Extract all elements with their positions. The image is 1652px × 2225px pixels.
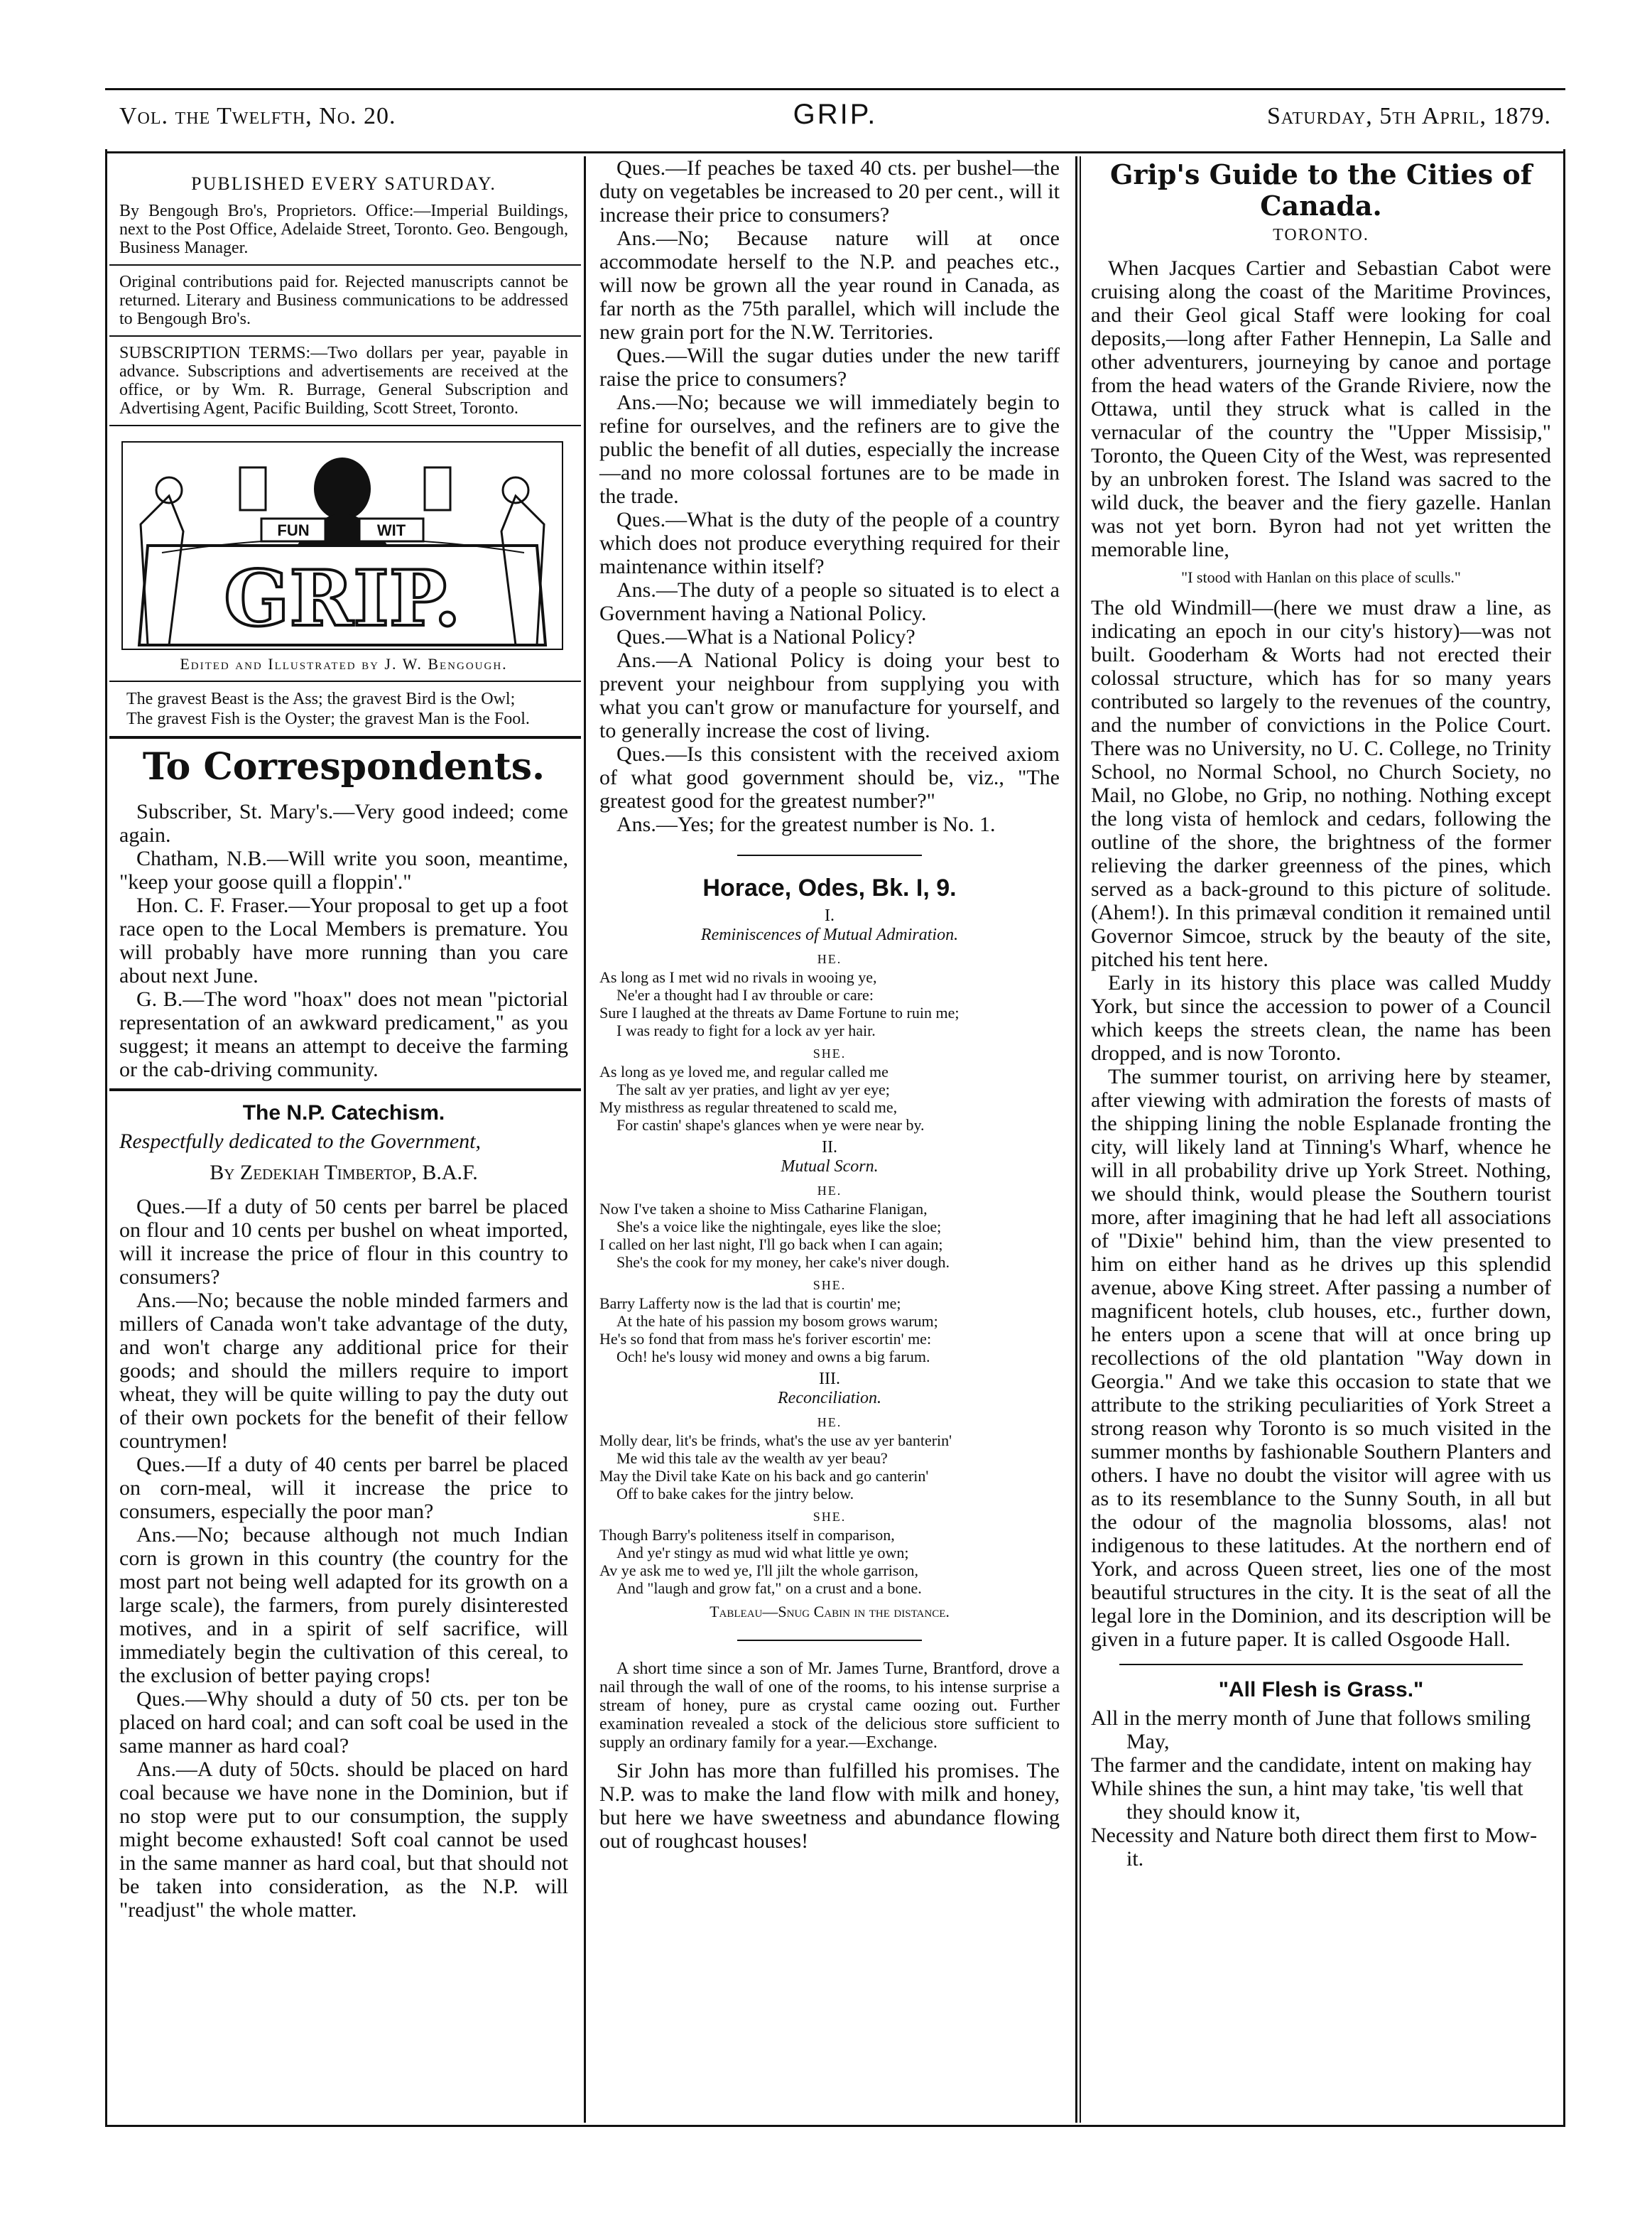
verse-line: She's a voice like the nightingale, eyes like the sloe; (616, 1218, 942, 1235)
correspondents-heading: To Correspondents. (142, 745, 545, 789)
verse-line: May the Divil take Kate on his back and go canterin' (599, 1467, 929, 1485)
newspaper-page (105, 88, 1565, 2127)
verse-line: My misthress as regular threatened to scald me, (599, 1098, 898, 1116)
catechism-question: Ques.—If a duty of 40 cents per barrel be placed on corn-meal, will it increase the price to consumers, especially the poor man? (119, 1453, 568, 1523)
catechism-text (119, 1195, 568, 1922)
verse-line: Ne'er a thought had I av throuble or care: (616, 986, 874, 1004)
correspondent-item: G. B.—The word "hoax" does not mean "pictorial representation of an awkward predicament," as you suggest; it means an attempt to deceive the farming or the cab-driving community. (119, 987, 568, 1081)
grip-logo-illustration (119, 439, 565, 652)
catechism-question: Ques.—What is the duty of the people of a country which does not produce everything required for their maintenance within itself? (599, 508, 1060, 578)
column-3 (1080, 156, 1561, 2127)
verse-line: Av ye ask me to wed ye, I'll jilt the whole garrison, (599, 1561, 918, 1579)
speaker-label: HE. (817, 1184, 842, 1198)
poem-stanza (599, 1063, 1060, 1134)
verse-line: I was ready to fight for a lock av yer hair. (616, 1022, 876, 1039)
section-rule (737, 1640, 922, 1641)
volume-number: Vol. the Twelfth, No. 20. (119, 103, 396, 129)
motto-line-2: The gravest Fish is the Oyster; the gravest Man is the Fool. (126, 710, 530, 728)
verse-line: Necessity and Nature both direct them first to Mow-it. (1091, 1824, 1538, 1871)
verse-line: Och! he's lousy wid money and owns a big farum. (616, 1348, 930, 1365)
verse-line: He's so fond that from mass he's foriver escortin' me: (599, 1330, 932, 1348)
divider (109, 335, 581, 337)
guide-paragraph: The summer tourist, on arriving here by steamer, after viewing with admiration the forests of masts of the shipping lining the noble Esplanade fronting the city, will likely land at Tinning's Wharf, whence he will in all probability drive up York Street. Nothing, we should think, would please the Southern tourist more, after imagining that he had left all associations of "Dixie" behind him, than the view presented to him on either hand as he drives up this splendid avenue, above King street. After passing a number of magnificent hotels, club houses, etc., further down, he enters upon a scene that will at once bring up recollections of the old plantation "Way down in Georgia." And we take this occasion to state that we attribute to the striking peculiarities of York Street a strong reason why Toronto is so much visited in the summer months by fashionable Southern Planters and others. I have no doubt the visitor will agree with us as to its resemblance to the Sunny South, in all but the odour of the magnolia blossoms, alas! not indigenous to these latitudes. At the northern end of York, and across Queen street, lies one of the most beautiful structures in the city. It is the seat of all the legal lore in the Dominion, and its description will be given in a future paper. It is called Osgoode Hall. (1091, 1065, 1551, 1651)
verse-line: At the hate of his passion my bosom grows warum; (616, 1312, 938, 1330)
flesh-verse (1091, 1706, 1551, 1871)
verse-line: I called on her last night, I'll go back when I can again; (599, 1235, 943, 1253)
speaker-label: HE. (817, 1415, 842, 1429)
catechism-question: Ques.—Why should a duty of 50 cts. per ton be placed on hard coal; and can soft coal be used in the same manner as hard coal? (119, 1687, 568, 1758)
speaker-label: SHE. (813, 1510, 847, 1524)
divider (109, 681, 581, 682)
catechism-answer: Ans.—A National Policy is doing your best to prevent your neighbour from supplying you with what you can't grow or manufacture for yourself, and to generally increase the cost of living. (599, 649, 1060, 742)
guide-paragraph: When Jacques Cartier and Sebastian Cabot were cruising along the coast of the Maritime Provinces, and their Geol gical Staff were looking for coal deposits,—long after Father Hennepin, La Salle and other adventurers, journeying by canoe and portage from the head waters of the Grande Riviere, now the Ottawa, until they struck what is called in the vernacular of the country the "Upper Missisip," Toronto, the Queen City of the West, was represented by an unbroken forest. The Island was sacred to the wild duck, the beaver and the fiery gazelle. Hanlan was not yet born. Byron had not yet written the memorable line, (1091, 256, 1551, 561)
catechism-answer: Ans.—The duty of a people so situated is to elect a Government having a National Policy. (599, 578, 1060, 625)
guide-paragraph: Early in its history this place was called Muddy York, but since the accession to power of a Council which keeps the streets clean, the name has been dropped, and is now Toronto. (1091, 971, 1551, 1065)
verse-line: Sure I laughed at the threats av Dame Fortune to ruin me; (599, 1004, 960, 1022)
verse-line: The salt av yer praties, and light av yer eye; (616, 1081, 890, 1098)
poem-stanza (599, 1200, 1060, 1271)
speaker-label: SHE. (813, 1046, 847, 1061)
verse-line: And "laugh and grow fat," on a crust and a bone. (616, 1579, 922, 1597)
catechism-answer: Ans.—Yes; for the greatest number is No. 1. (616, 813, 996, 836)
verse-line: While shines the sun, a hint may take, 'tis well that they should know it, (1091, 1777, 1523, 1824)
motto-line-1: The gravest Beast is the Ass; the gravest Bird is the Owl; (126, 690, 516, 708)
verse-line: Barry Lafferty now is the lad that is courtin' me; (599, 1294, 901, 1312)
catechism-answer: Ans.—No; because although not much Indian corn is grown in this country (the country for the most part not being well adapted for its growth on a large scale), the farmers, from purely disinterested motives, and in a spirit of self sacrifice, will immediately begin the cultivation of this cereal, to the exclusion of better paying crops! (119, 1523, 568, 1687)
guide-heading: Grip's Guide to the Cities of Canada. (1109, 158, 1533, 222)
correspondent-item: Chatham, N.B.—Will write you soon, meantime, "keep your goose quill a floppin'." (119, 847, 568, 894)
catechism-question: Ques.—Is this consistent with the received axiom of what good government should be, viz., "The greatest good for the greatest number?" (599, 742, 1060, 813)
verse-line: She's the cook for my money, her cake's niver dough. (616, 1253, 950, 1271)
verse-line: The farmer and the candidate, intent on making hay (1091, 1753, 1532, 1777)
section-rule (737, 855, 922, 856)
correspondents-list (119, 800, 568, 1081)
published-notice: PUBLISHED EVERY SATURDAY. (191, 173, 496, 194)
proprietors-notice: By Bengough Bro's, Proprietors. Office:—Imperial Buildings, next to the Post Office, Adelaide Street, Toronto. Geo. Bengough, Business Manager. (119, 202, 568, 257)
sir-john-text: Sir John has more than fulfilled his promises. The N.P. was to make the land flow with milk and honey, but here we have sweetness and abundance flowing out of roughcast houses! (599, 1759, 1060, 1853)
poem-part-subtitle: Mutual Scorn. (781, 1157, 879, 1176)
catechism-heading: The N.P. Catechism. (242, 1101, 445, 1125)
guide-paragraph: The old Windmill—(here we must draw a line, as indicating an epoch in our city's history)—was not built. Gooderham & Worts had not erected their colossal structure, which has for so many years contributed so largely to the revenues of the country, and the number of convictions in the Police Court. There was no University, no U. C. College, no Trinity School, no Normal School, no Church Society, no Mail, no Globe, no Grip, no nothing. Nothing except the long vista of hemlock and cedars, following the outline of the shore, the brightness of the former relieving the darker greenness of the pines, which served as a back-ground to this picture of solitude. (Ahem!). In this primæval condition it remained until Governor Simcoe, struck by the beauty of the site, pitched his tent here. (1091, 596, 1551, 971)
poem-stanza (599, 1526, 1060, 1597)
contributions-notice: Original contributions paid for. Rejected manuscripts cannot be returned. Literary and Business communications to be addressed to Bengough Bro's. (119, 273, 568, 328)
poem-stanza (599, 1294, 1060, 1365)
catechism-question: Ques.—If peaches be taxed 40 cts. per bushel—the duty on vegetables be increased to 20 per cent., will it increase their price to consumers? (599, 156, 1060, 227)
logo-banner-left: FUN (277, 521, 310, 539)
verse-line: And ye'r stingy as mud wid what little ye own; (616, 1544, 909, 1561)
catechism-answer: Ans.—No; because the noble minded farmers and millers of Canada won't take advantage of the duty, and won't charge any additional price for their goods; and should the millers require to import wheat, they will be quite willing to pay the duty out of their own pockets for the benefit of their fellow countrymen! (119, 1289, 568, 1453)
poem-part-number: II. (822, 1138, 837, 1157)
column-2 (588, 156, 1071, 2127)
column-1 (109, 156, 581, 2127)
logo-banner-right: WIT (376, 521, 406, 539)
verse-line: All in the merry month of June that follows smiling May, (1091, 1706, 1531, 1753)
guide-article (1091, 256, 1551, 1651)
edited-by: Edited and Illustrated by J. W. Bengough. (180, 655, 508, 673)
horace-heading: Horace, Odes, Bk. I, 9. (702, 875, 957, 902)
verse-line: Molly dear, lit's be frinds, what's the use av yer banterin' (599, 1431, 952, 1449)
catechism-question: Ques.—Will the sugar duties under the new tariff raise the price to consumers? (599, 344, 1060, 391)
verse-line: As long as I met wid no rivals in wooing ye, (599, 968, 877, 986)
catechism-byline: By Zedekiah Timbertop, B.A.F. (210, 1161, 478, 1184)
verse-line: Me wid this tale av the wealth av yer beau? (616, 1449, 888, 1467)
catechism-continued (599, 156, 1060, 836)
poem-part-number: III. (819, 1370, 840, 1388)
poem-stanza (599, 968, 1060, 1039)
honey-news-item: A short time since a son of Mr. James Turne, Brantford, drove a nail through the wall of one of the rooms, to his intense surprise a stream of honey, pure as crystal came oozing out. Further examination revealed a stock of the delicious store sufficient to supply an ordinary family for a year.—Exchange. (599, 1660, 1060, 1752)
catechism-question: Ques.—If a duty of 50 cents per barrel be placed on flour and 10 cents per bushel on wheat imported, will it increase the price of flour in this country to consumers? (119, 1195, 568, 1289)
correspondent-item: Hon. C. F. Fraser.—Your proposal to get up a foot race open to the Local Members is premature. You will probably have more running than you care about next June. (119, 894, 568, 987)
poem-tableau: Tableau—Snug Cabin in the distance. (710, 1603, 950, 1620)
verse-line: Now I've taken a shoine to Miss Catharine Flanigan, (599, 1200, 928, 1218)
verse-line: As long as ye loved me, and regular called me (599, 1063, 889, 1081)
paper-title: GRIP. (793, 99, 878, 130)
column-rule-2 (1075, 156, 1077, 2123)
guide-quote: "I stood with Hanlan on this place of sculls." (1181, 568, 1461, 586)
grip-logo (119, 439, 568, 652)
verse-line: Off to bake cakes for the jintry below. (616, 1485, 854, 1503)
subscription-terms: SUBSCRIPTION TERMS:—Two dollars per year, payable in advance. Subscriptions and advertisements are received at the office, or by Wm. R. Burrage, General Subscription and Advertising Agent, Pacific Building, Scott Street, Toronto. (119, 344, 568, 418)
speaker-label: SHE. (813, 1278, 847, 1292)
divider (1119, 1664, 1523, 1665)
speaker-label: HE. (817, 952, 842, 966)
column-rule-1 (584, 156, 586, 2123)
poem-part-number: I. (825, 906, 835, 925)
masthead (105, 88, 1565, 153)
sir-john-item (599, 1759, 1060, 1853)
poem-part-subtitle: Reminiscences of Mutual Admiration. (700, 926, 959, 944)
divider (109, 425, 581, 426)
flesh-heading: "All Flesh is Grass." (1218, 1678, 1424, 1701)
catechism-dedication: Respectfully dedicated to the Government, (119, 1130, 481, 1153)
catechism-question: Ques.—What is a National Policy? (616, 625, 915, 649)
verse-line: For castin' shape's glances when ye were near by. (616, 1116, 925, 1134)
poem-part-subtitle: Reconciliation. (778, 1389, 881, 1407)
catechism-answer: Ans.—A duty of 50cts. should be placed on hard coal because we have none in the Dominion, but if no stop were put to our consumption, the supply might become exhausted! Soft coal cannot be used in the same manner as hard coal, but that should not be taken into consideration, as the N.P. will "readjust" the whole matter. (119, 1758, 568, 1922)
logo-word: GRIP. (224, 554, 461, 644)
guide-city: TORONTO. (1273, 226, 1369, 244)
divider-thick (109, 736, 581, 739)
catechism-answer: Ans.—No; Because nature will at once accommodate herself to the N.P. and peaches etc., will now be grown all the year round in Canada, as far north as the 75th parallel, which will include the new grain port for the N.W. Territories. (599, 227, 1060, 344)
poem-stanza (599, 1431, 1060, 1503)
divider-thick (109, 1088, 581, 1091)
correspondent-item: Subscriber, St. Mary's.—Very good indeed; come again. (119, 800, 568, 847)
verse-line: Though Barry's politeness itself in comparison, (599, 1526, 895, 1544)
catechism-answer: Ans.—No; because we will immediately begin to refine for ourselves, and the refiners are to give the public the benefit of all duties, especially the increase—and no more colossal fortunes are to be made in the trade. (599, 391, 1060, 508)
issue-date: Saturday, 5th April, 1879. (1266, 103, 1551, 129)
divider (109, 264, 581, 266)
